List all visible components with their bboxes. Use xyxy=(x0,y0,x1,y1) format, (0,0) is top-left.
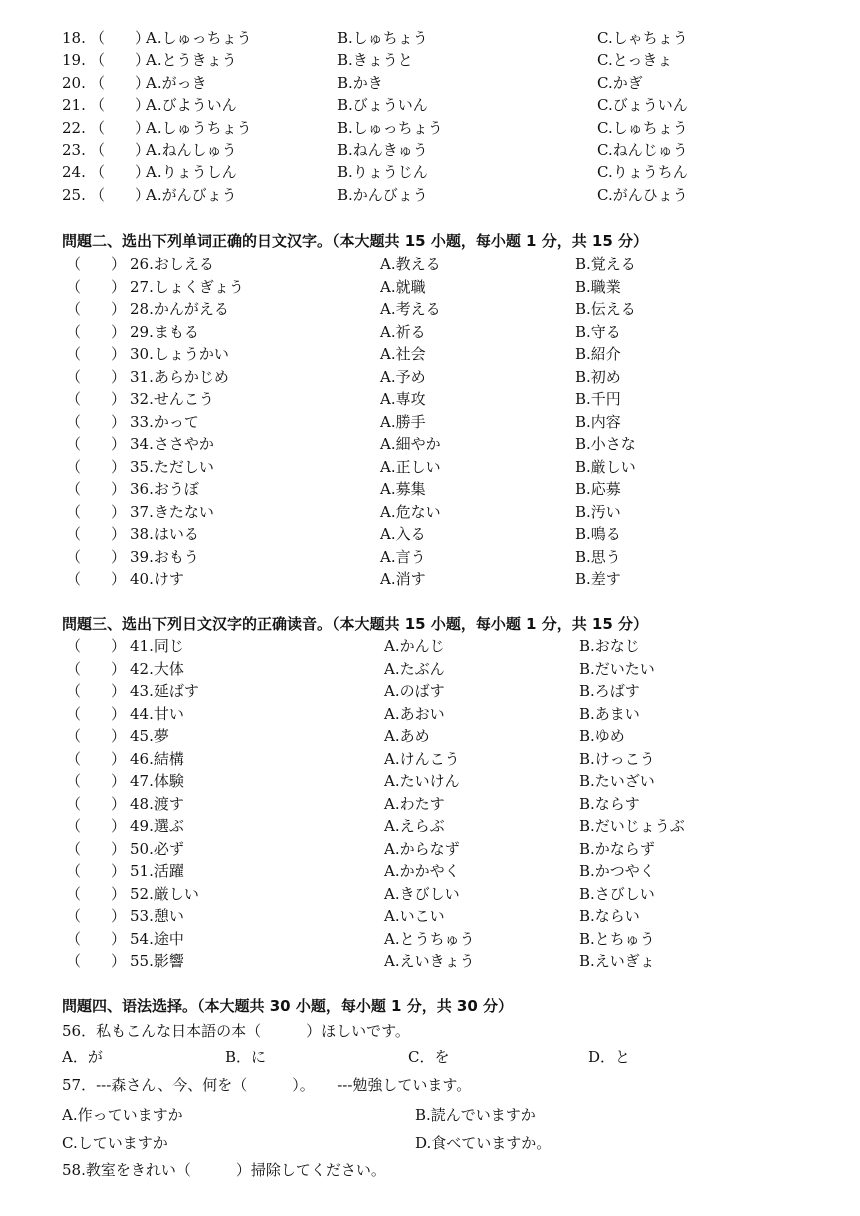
question-number: 21. xyxy=(62,96,86,115)
question-row xyxy=(0,950,860,972)
question-word: 43.延ばす xyxy=(130,682,199,700)
answer-blank[interactable]: （ ） xyxy=(66,390,127,408)
question-row xyxy=(0,72,860,94)
option-c[interactable]: C.びょういん xyxy=(597,96,688,115)
option-a[interactable]: A.えいきょう xyxy=(384,952,475,970)
option-b[interactable]: B.守る xyxy=(575,322,621,341)
question-number: 22. xyxy=(62,118,86,137)
section-4-heading: 問題四、语法选择。（本大题共 30 小题，每小题 1 分，共 30 分） xyxy=(62,997,514,1015)
question-row xyxy=(0,770,860,792)
option-b[interactable]: B.ならす xyxy=(579,794,640,813)
question-row xyxy=(0,366,860,388)
answer-blank[interactable]: （ ） xyxy=(66,547,127,566)
option-a[interactable]: A.就職 xyxy=(380,277,426,296)
question-word: 42.大体 xyxy=(130,659,184,678)
option-a[interactable]: A.びよういん xyxy=(146,96,237,115)
question-row xyxy=(0,748,860,770)
option-a[interactable]: A.ねんしゅう xyxy=(146,141,237,159)
question-word: 26.おしえる xyxy=(130,255,214,273)
option-b[interactable]: B.ろばす xyxy=(579,682,640,700)
option-a[interactable]: A．が xyxy=(62,1048,103,1066)
answer-blank[interactable]: （ ） xyxy=(90,29,151,47)
question-row xyxy=(0,928,860,950)
answer-blank[interactable]: （ ） xyxy=(66,637,127,655)
question-row xyxy=(0,456,860,478)
option-a[interactable]: A.社会 xyxy=(380,345,426,363)
answer-blank[interactable]: （ ） xyxy=(66,727,127,745)
question-row xyxy=(0,298,860,320)
answer-blank[interactable]: （ ） xyxy=(66,659,127,678)
answer-blank[interactable]: （ ） xyxy=(66,570,127,588)
question-word: 55.影響 xyxy=(130,952,184,970)
option-a[interactable]: A.あめ xyxy=(384,727,430,745)
question-word: 51.活躍 xyxy=(130,862,184,880)
option-b[interactable]: B.だいたい xyxy=(579,659,655,678)
option-b[interactable]: B.伝える xyxy=(575,300,636,318)
option-b[interactable]: B.ならい xyxy=(579,907,640,925)
option-c[interactable]: C.がんひょう xyxy=(597,185,688,204)
option-c[interactable]: C.りょうちん xyxy=(597,163,688,182)
question-56-options xyxy=(0,1046,860,1068)
option-a[interactable]: A.かかやく xyxy=(384,862,460,880)
option-b[interactable]: B.初め xyxy=(575,367,621,386)
option-b[interactable]: B.えいぎょ xyxy=(579,952,655,970)
answer-blank[interactable]: （ ） xyxy=(66,794,127,813)
question-number: 24. xyxy=(62,163,86,182)
option-b[interactable]: B.読んでいますか xyxy=(415,1106,536,1124)
answer-blank[interactable]: （ ） xyxy=(90,141,151,159)
question-word: 49.選ぶ xyxy=(130,817,184,835)
question-word: 47.体験 xyxy=(130,772,184,790)
option-b[interactable]: B.厳しい xyxy=(575,457,636,476)
option-b[interactable]: B.しゅちょう xyxy=(337,29,428,47)
option-c[interactable]: C.しゅちょう xyxy=(597,118,688,137)
option-b[interactable]: B.職業 xyxy=(575,277,621,296)
option-b[interactable]: B．に xyxy=(225,1048,267,1066)
question-row xyxy=(0,49,860,71)
question-row xyxy=(0,253,860,275)
question-57-options-row-2 xyxy=(0,1132,860,1154)
option-c[interactable]: C．を xyxy=(408,1048,450,1066)
answer-blank[interactable]: （ ） xyxy=(66,345,127,363)
answer-blank[interactable]: （ ） xyxy=(66,322,127,341)
answer-blank[interactable]: （ ） xyxy=(66,704,127,723)
option-a[interactable]: A.からなず xyxy=(384,839,460,858)
answer-blank[interactable]: （ ） xyxy=(66,884,127,903)
question-row xyxy=(0,321,860,343)
question-row xyxy=(0,139,860,161)
question-row xyxy=(0,725,860,747)
answer-blank[interactable]: （ ） xyxy=(66,749,127,768)
question-row xyxy=(0,793,860,815)
answer-blank[interactable]: （ ） xyxy=(90,96,151,115)
option-a[interactable]: A.のばす xyxy=(384,682,445,700)
question-row xyxy=(0,838,860,860)
option-b[interactable]: B.たいざい xyxy=(579,772,655,790)
question-word: 54.途中 xyxy=(130,929,184,948)
answer-blank[interactable]: （ ） xyxy=(66,839,127,858)
question-row xyxy=(0,343,860,365)
option-a[interactable]: A.考える xyxy=(380,300,441,318)
option-a[interactable]: A.しゅっちょう xyxy=(146,29,252,47)
question-row xyxy=(0,501,860,523)
question-word: 45.夢 xyxy=(130,727,169,745)
option-d[interactable]: D．と xyxy=(588,1048,631,1066)
question-word: 52.厳しい xyxy=(130,884,199,903)
option-c[interactable]: C.しゃちょう xyxy=(597,29,688,47)
option-a[interactable]: A.勝手 xyxy=(380,412,426,431)
option-a[interactable]: A.専攻 xyxy=(380,390,426,408)
option-b[interactable]: B.あまい xyxy=(579,704,640,723)
answer-blank[interactable]: （ ） xyxy=(66,300,127,318)
option-a[interactable]: A.りょうしん xyxy=(146,163,237,182)
option-a[interactable]: A.たいけん xyxy=(384,772,460,790)
answer-blank[interactable]: （ ） xyxy=(66,457,127,476)
option-d[interactable]: D.食べていますか。 xyxy=(415,1134,552,1152)
option-b[interactable]: B.かならず xyxy=(579,839,655,858)
option-a[interactable]: A.とうちゅう xyxy=(384,929,475,948)
answer-blank[interactable]: （ ） xyxy=(90,118,151,137)
option-b[interactable]: B.思う xyxy=(575,547,621,566)
option-b[interactable]: B.覚える xyxy=(575,255,636,273)
question-row xyxy=(0,27,860,49)
question-row xyxy=(0,433,860,455)
option-b[interactable]: B.かんびょう xyxy=(337,185,428,204)
answer-blank[interactable]: （ ） xyxy=(66,817,127,835)
question-word: 33.かって xyxy=(130,412,199,431)
question-word: 40.けす xyxy=(130,570,184,588)
option-a[interactable]: A.消す xyxy=(380,570,426,588)
option-a[interactable]: A.わたす xyxy=(384,794,445,813)
option-c[interactable]: C.とっきょ xyxy=(597,51,673,70)
answer-blank[interactable]: （ ） xyxy=(90,163,151,182)
answer-blank[interactable]: （ ） xyxy=(66,862,127,880)
option-b[interactable]: B.びょういん xyxy=(337,96,428,115)
option-c[interactable]: C.していますか xyxy=(62,1134,168,1152)
question-word: 27.しょくぎょう xyxy=(130,277,244,296)
option-b[interactable]: B.内容 xyxy=(575,412,621,431)
question-word: 36.おうぼ xyxy=(130,480,199,498)
question-number: 19. xyxy=(62,51,86,70)
option-a[interactable]: A.細やか xyxy=(380,435,441,453)
answer-blank[interactable]: （ ） xyxy=(90,73,151,92)
option-b[interactable]: B.紹介 xyxy=(575,345,621,363)
question-row xyxy=(0,94,860,116)
question-row xyxy=(0,703,860,725)
option-b[interactable]: B.かつやく xyxy=(579,862,655,880)
question-row xyxy=(0,117,860,139)
answer-blank[interactable]: （ ） xyxy=(66,525,127,543)
question-row xyxy=(0,658,860,680)
option-a[interactable]: A.とうきょう xyxy=(146,51,237,70)
question-number: 18. xyxy=(62,29,86,47)
option-a[interactable]: A.教える xyxy=(380,255,441,273)
option-a[interactable]: A.たぶん xyxy=(384,659,445,678)
question-word: 41.同じ xyxy=(130,637,184,655)
option-b[interactable]: B.汚い xyxy=(575,502,621,521)
option-a[interactable]: A.けんこう xyxy=(384,749,460,768)
option-b[interactable]: B.しゅっちょう xyxy=(337,118,443,137)
answer-blank[interactable]: （ ） xyxy=(66,480,127,498)
option-a[interactable]: A.祈る xyxy=(380,322,426,341)
question-58-text: 58.教室をきれい（ ）掃除してください。 xyxy=(62,1161,386,1179)
question-row xyxy=(0,478,860,500)
question-number: 25. xyxy=(62,185,86,204)
answer-blank[interactable]: （ ） xyxy=(66,907,127,925)
question-word: 46.結構 xyxy=(130,749,184,768)
answer-blank[interactable]: （ ） xyxy=(66,682,127,700)
question-row xyxy=(0,388,860,410)
option-a[interactable]: A.しゅうちょう xyxy=(146,118,252,137)
option-b[interactable]: B.差す xyxy=(575,570,621,588)
question-word: 34.ささやか xyxy=(130,435,214,453)
question-word: 53.憩い xyxy=(130,907,184,925)
question-word: 30.しょうかい xyxy=(130,345,229,363)
option-a[interactable]: A.あおい xyxy=(384,704,445,723)
question-row xyxy=(0,905,860,927)
option-c[interactable]: C.ねんじゅう xyxy=(597,141,688,159)
option-b[interactable]: B.ねんきゅう xyxy=(337,141,428,159)
option-a[interactable]: A.募集 xyxy=(380,480,426,498)
option-a[interactable]: A.えらぶ xyxy=(384,817,445,835)
option-a[interactable]: A.いこい xyxy=(384,907,445,925)
question-row xyxy=(0,523,860,545)
answer-blank[interactable]: （ ） xyxy=(66,255,127,273)
option-a[interactable]: A.言う xyxy=(380,547,426,566)
question-word: 28.かんがえる xyxy=(130,300,229,318)
question-row xyxy=(0,546,860,568)
option-a[interactable]: A.入る xyxy=(380,525,426,543)
answer-blank[interactable]: （ ） xyxy=(90,51,151,70)
question-row xyxy=(0,635,860,657)
option-b[interactable]: B.小さな xyxy=(575,435,636,453)
question-number: 20. xyxy=(62,73,86,92)
question-57-options-row-1 xyxy=(0,1104,860,1126)
question-row xyxy=(0,860,860,882)
option-b[interactable]: B.りょうじん xyxy=(337,163,428,182)
option-b[interactable]: B.とちゅう xyxy=(579,929,655,948)
option-b[interactable]: B.ゆめ xyxy=(579,727,625,745)
question-word: 44.甘い xyxy=(130,704,184,723)
question-word: 48.渡す xyxy=(130,794,184,813)
answer-blank[interactable]: （ ） xyxy=(66,412,127,431)
option-c[interactable]: C.かぎ xyxy=(597,73,643,92)
option-b[interactable]: B.おなじ xyxy=(579,637,640,655)
section-3-heading: 問題三、选出下列日文汉字的正确读音。（本大题共 15 小题，每小题 1 分，共 15 分） xyxy=(62,615,649,633)
question-row xyxy=(0,883,860,905)
option-b[interactable]: B.けっこう xyxy=(579,749,655,768)
option-a[interactable]: A.正しい xyxy=(380,457,441,476)
answer-blank[interactable]: （ ） xyxy=(66,929,127,948)
question-word: 32.せんこう xyxy=(130,390,214,408)
question-row xyxy=(0,568,860,590)
question-number: 23. xyxy=(62,141,86,159)
answer-blank[interactable]: （ ） xyxy=(66,772,127,790)
question-word: 38.はいる xyxy=(130,525,199,543)
option-a[interactable]: A.がんびょう xyxy=(146,185,237,204)
answer-blank[interactable]: （ ） xyxy=(66,502,127,521)
option-b[interactable]: B.かき xyxy=(337,73,383,92)
option-b[interactable]: B.だいじょうぶ xyxy=(579,817,685,835)
question-row xyxy=(0,161,860,183)
option-a[interactable]: A.がっき xyxy=(146,73,207,92)
question-56-text: 56．私もこんな日本語の本（ ）ほしいです。 xyxy=(62,1022,410,1040)
option-b[interactable]: B.さびしい xyxy=(579,884,655,903)
option-b[interactable]: B.鳴る xyxy=(575,525,621,543)
question-row xyxy=(0,411,860,433)
answer-blank[interactable]: （ ） xyxy=(66,435,127,453)
option-a[interactable]: A.危ない xyxy=(380,502,441,521)
question-row xyxy=(0,184,860,206)
option-a[interactable]: A.予め xyxy=(380,367,426,386)
question-row xyxy=(0,276,860,298)
question-word: 29.まもる xyxy=(130,322,199,341)
question-word: 37.きたない xyxy=(130,502,214,521)
option-a[interactable]: A.きびしい xyxy=(384,884,460,903)
question-word: 39.おもう xyxy=(130,547,199,566)
option-b[interactable]: B.きょうと xyxy=(337,51,413,70)
option-a[interactable]: A.作っていますか xyxy=(62,1106,183,1124)
question-word: 50.必ず xyxy=(130,839,184,858)
answer-blank[interactable]: （ ） xyxy=(66,367,127,386)
option-b[interactable]: B.応募 xyxy=(575,480,621,498)
question-row xyxy=(0,680,860,702)
option-a[interactable]: A.かんじ xyxy=(384,637,445,655)
section-2-heading: 問題二、选出下列单词正确的日文汉字。（本大题共 15 小题，每小题 1 分，共 15 分） xyxy=(62,232,649,250)
option-b[interactable]: B.千円 xyxy=(575,390,621,408)
question-row xyxy=(0,815,860,837)
answer-blank[interactable]: （ ） xyxy=(90,185,151,204)
answer-blank[interactable]: （ ） xyxy=(66,952,127,970)
question-word: 35.ただしい xyxy=(130,457,214,476)
question-word: 31.あらかじめ xyxy=(130,367,229,386)
question-57-text: 57．---森さん、今、何を（ ）。 ---勉強しています。 xyxy=(62,1076,472,1094)
answer-blank[interactable]: （ ） xyxy=(66,277,127,296)
